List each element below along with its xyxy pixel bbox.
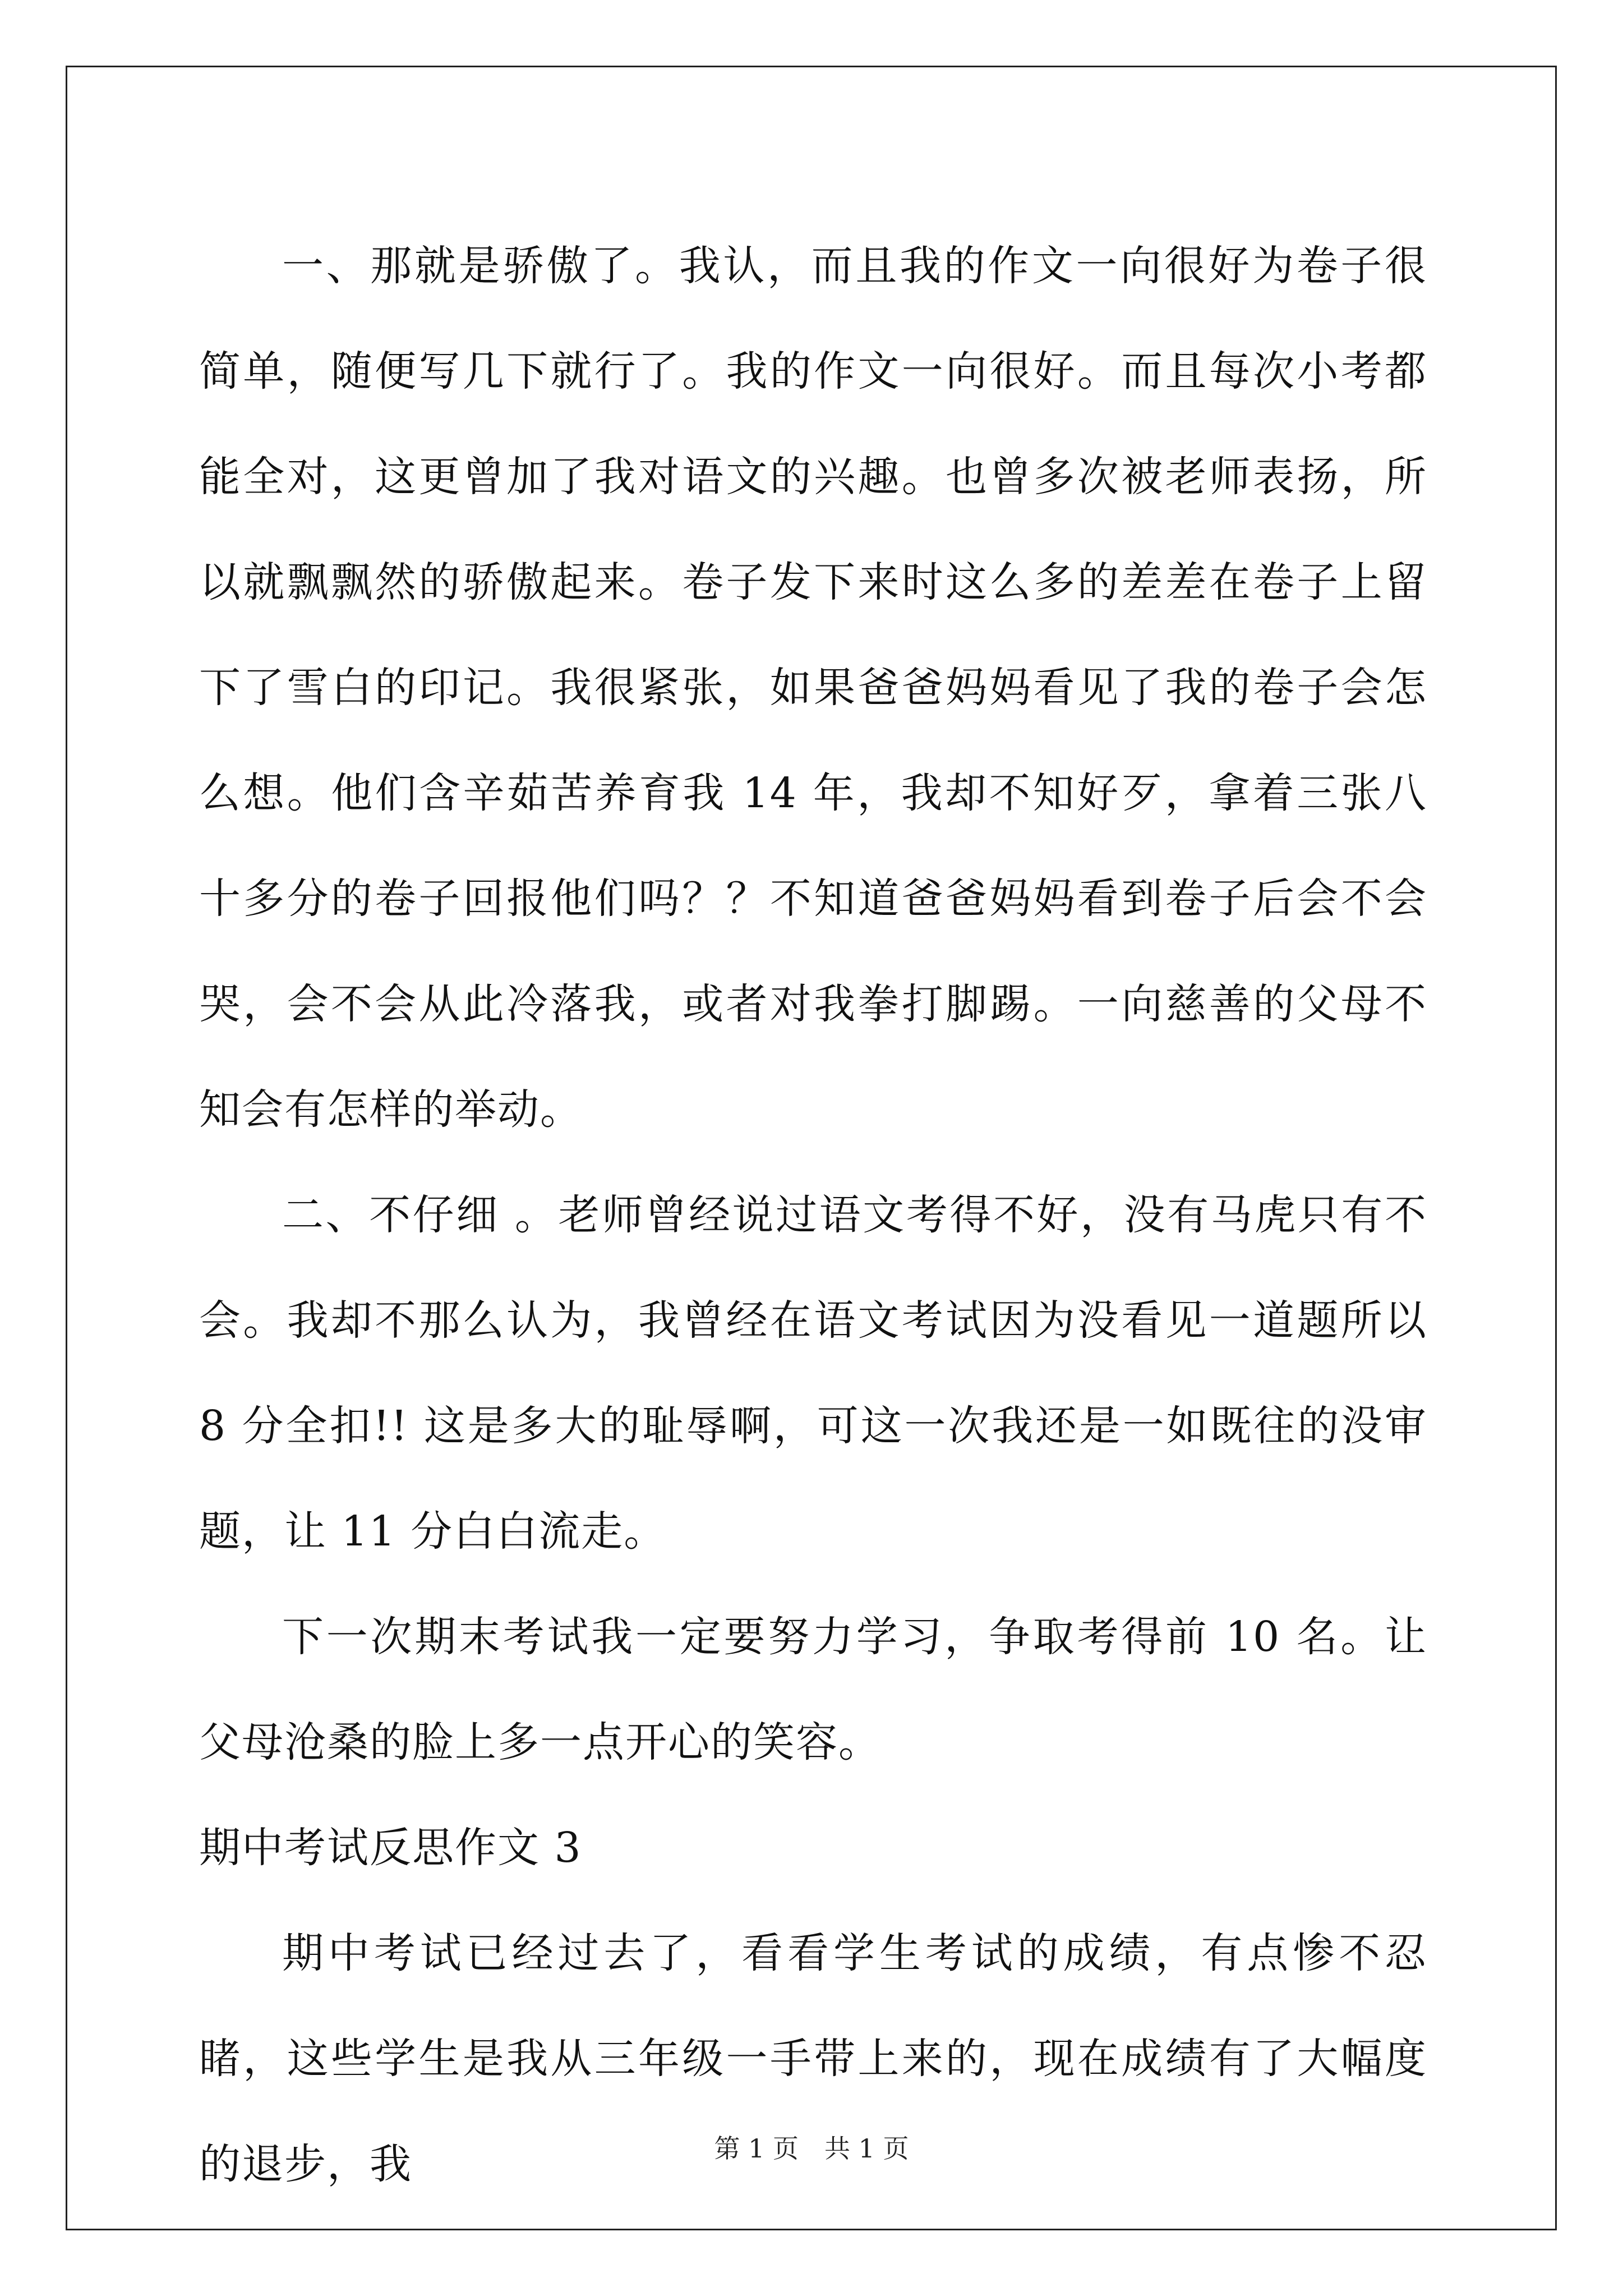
- paragraph-2: 二、不仔细 。老师曾经说过语文考得不好，没有马虎只有不会。我却不那么认为，我曾经在语文考试因为没看见一道题所以 8 分全扣!! 这是多大的耻辱啊，可这一次我还是一如既往的没审题，让 11 分白白流走。: [199, 1191, 1427, 1556]
- section-paragraph: 期中考试已经过去了，看看学生考试的成绩，有点惨不忍睹，这些学生是我从三年级一手带上来的，现在成绩有了大幅度的退步，我: [199, 1929, 1427, 2188]
- section-title: 期中考试反思作文 3: [199, 1824, 582, 1872]
- document-body: [199, 213, 1427, 2217]
- page-footer: 第 1 页 共 1 页: [714, 2133, 909, 2164]
- paragraph-1: 一、那就是骄傲了。我认，而且我的作文一向很好为卷子很简单，随便写几下就行了。我的作文一向很好。而且每次小考都能全对，这更曾加了我对语文的兴趣。也曾多次被老师表扬，所以就飘飘然的骄傲起来。卷子发下来时这么多的差差在卷子上留下了雪白的印记。我很紧张，如果爸爸妈妈看见了我的卷子会怎么想。他们含辛茹苦养育我 14 年，我却不知好歹，拿着三张八十多分的卷子回报他们吗？？不知道爸爸妈妈看到卷子后会不会哭，会不会从此冷落我，或者对我拳打脚踢。一向慈善的父母不知会有怎样的举动。: [199, 242, 1427, 1134]
- paragraph-3: 下一次期末考试我一定要努力学习，争取考得前 10 名。让父母沧桑的脸上多一点开心的笑容。: [199, 1613, 1427, 1766]
